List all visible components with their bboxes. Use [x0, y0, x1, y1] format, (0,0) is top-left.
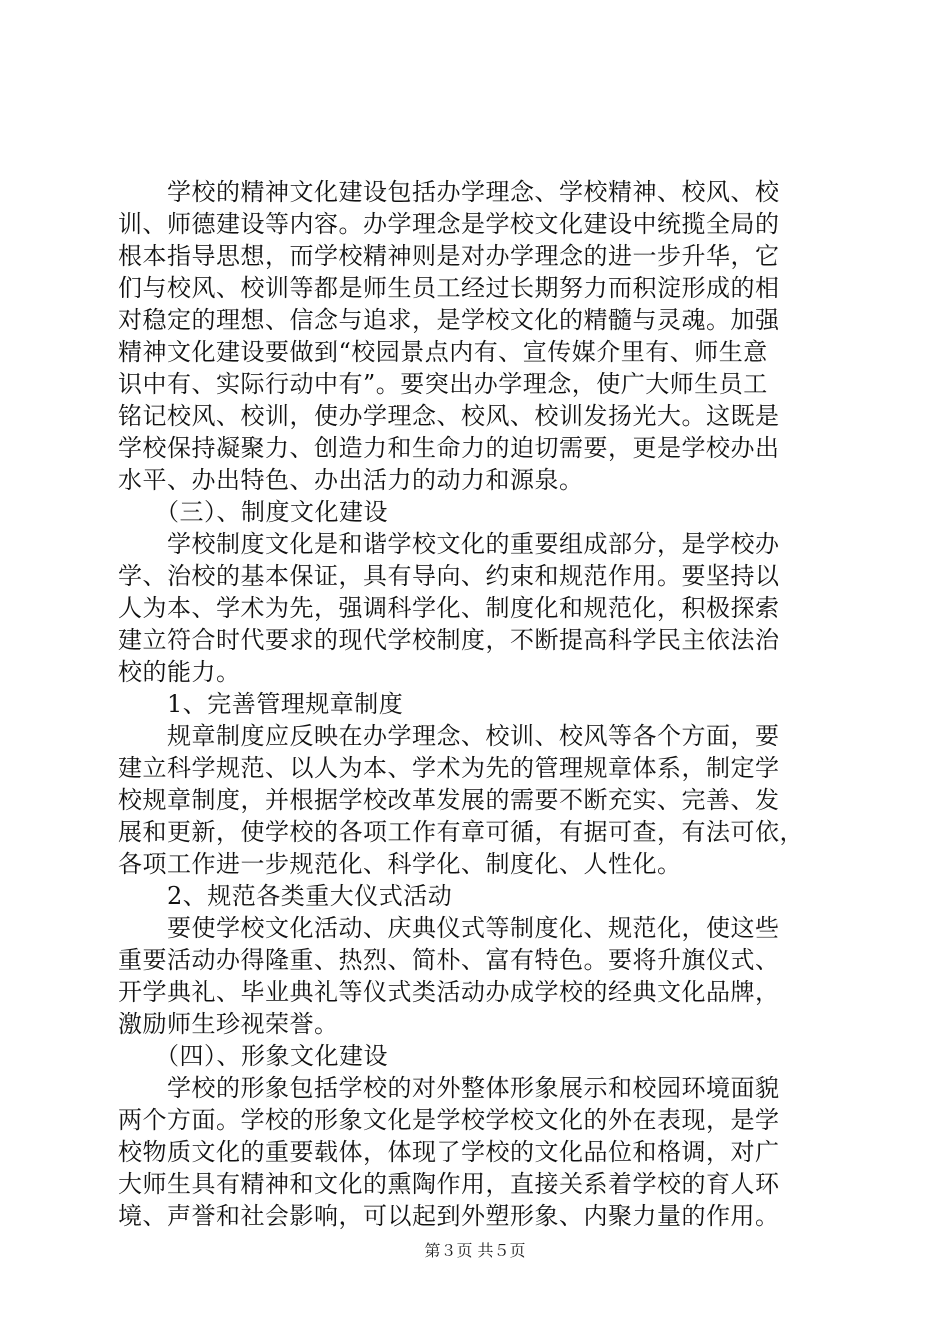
text-line: 学校的精神文化建设包括办学理念、学校精神、校风、校 — [118, 178, 780, 206]
text-line: 根本指导思想，而学校精神则是对办学理念的进一步升华，它 — [118, 242, 780, 270]
text-line: 规章制度应反映在办学理念、校训、校风等各个方面，要 — [118, 722, 780, 750]
text-line: 学校保持凝聚力、创造力和生命力的迫切需要，更是学校办出 — [118, 434, 780, 462]
text-line: 展和更新，使学校的各项工作有章可循，有据可查，有法可依， — [118, 818, 804, 846]
text-line: 校的能力。 — [118, 658, 241, 686]
section-heading: （三）、制度文化建设 — [118, 498, 388, 526]
text-line: 要使学校文化活动、庆典仪式等制度化、规范化，使这些 — [118, 914, 780, 942]
subsection-heading: 2、规范各类重大仪式活动 — [118, 882, 453, 910]
text-line: 学校的形象包括学校的对外整体形象展示和校园环境面貌 — [118, 1074, 780, 1102]
subsection-heading: 1、完善管理规章制度 — [118, 690, 404, 718]
section-heading: （四）、形象文化建设 — [118, 1042, 388, 1070]
text-line: 激励师生珍视荣誉。 — [118, 1010, 339, 1038]
body-text — [118, 176, 836, 1232]
text-line: 训、师德建设等内容。办学理念是学校文化建设中统揽全局的 — [118, 210, 780, 238]
text-line: 人为本、学术为先，强调科学化、制度化和规范化，积极探索 — [118, 594, 780, 622]
text-line: 精神文化建设要做到“校园景点内有、宣传媒介里有、师生意 — [118, 338, 768, 366]
page-number-footer: 第３页 共５页 — [424, 1241, 526, 1260]
text-line: 识中有、实际行动中有”。要突出办学理念，使广大师生员工 — [118, 370, 768, 398]
text-line: 大师生具有精神和文化的熏陶作用，直接关系着学校的育人环 — [118, 1170, 780, 1198]
text-line: 开学典礼、毕业典礼等仪式类活动办成学校的经典文化品牌， — [118, 978, 780, 1006]
text-line: 建立符合时代要求的现代学校制度，不断提高科学民主依法治 — [118, 626, 780, 654]
text-line: 境、声誉和社会影响，可以起到外塑形象、内聚力量的作用。 — [118, 1202, 780, 1230]
text-line: 学、治校的基本保证，具有导向、约束和规范作用。要坚持以 — [118, 562, 780, 590]
text-line: 重要活动办得隆重、热烈、简朴、富有特色。要将升旗仪式、 — [118, 946, 780, 974]
text-line: 建立科学规范、以人为本、学术为先的管理规章体系，制定学 — [118, 754, 780, 782]
text-line: 校物质文化的重要载体，体现了学校的文化品位和格调，对广 — [118, 1138, 780, 1166]
text-line: 铭记校风、校训，使办学理念、校风、校训发扬光大。这既是 — [118, 402, 780, 430]
text-line: 各项工作进一步规范化、科学化、制度化、人性化。 — [118, 850, 682, 878]
text-line: 水平、办出特色、办出活力的动力和源泉。 — [118, 466, 584, 494]
text-line: 们与校风、校训等都是师生员工经过长期努力而积淀形成的相 — [118, 274, 780, 302]
text-line: 学校制度文化是和谐学校文化的重要组成部分，是学校办 — [118, 530, 780, 558]
text-line: 对稳定的理想、信念与追求，是学校文化的精髓与灵魂。加强 — [118, 306, 780, 334]
text-line: 校规章制度，并根据学校改革发展的需要不断充实、完善、发 — [118, 786, 780, 814]
text-line: 两个方面。学校的形象文化是学校学校文化的外在表现，是学 — [118, 1106, 780, 1134]
